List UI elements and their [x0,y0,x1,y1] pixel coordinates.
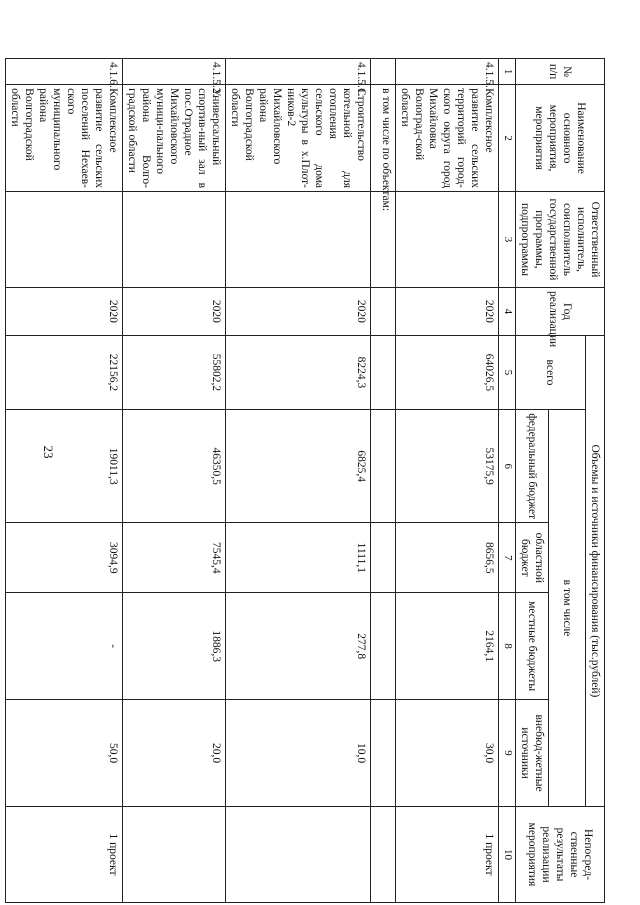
row-num: 4.1.5.2. [123,59,226,85]
col-number: 10 [499,806,515,902]
page-number: 23 [41,445,56,459]
row-federal: 53175,9 [396,410,499,523]
header-extra: внебюд-жетные источники [515,700,548,807]
header-year: Год реализации [515,287,604,335]
row-executor [6,192,123,288]
col-number: 2 [499,85,515,192]
row-num: 4.1.5.1. [226,59,371,85]
empty-cell [371,806,396,902]
row-extra: 20,0 [123,700,226,807]
header-financing-group: Объемы и источники финансирования (тыс.рублей) [585,335,604,806]
row-regional: 8656,5 [396,523,499,593]
row-executor [226,192,371,288]
empty-cell [371,59,396,85]
row-federal: 46350,5 [123,410,226,523]
row-local: - [6,593,123,700]
col-number: 7 [499,523,515,593]
row-regional: 3094,9 [6,523,123,593]
row-total: 8224,3 [226,335,371,409]
row-num: 4.1.5. [396,59,499,85]
row-extra: 30,0 [396,700,499,807]
header-result: Непосред-ственные результаты реализации мероприятия [515,806,604,902]
col-number: 6 [499,410,515,523]
row-local: 2164,1 [396,593,499,700]
row-local: 1886,3 [123,593,226,700]
row-year: 2020 [6,287,123,335]
rotated-table-container [9,58,605,903]
header-name: Наименование основного мероприятия, мероприятия [515,85,604,192]
header-regional: областной бюджет [515,523,548,593]
row-result [123,806,226,902]
empty-cell [371,410,396,523]
row-result: 1 проект [396,806,499,902]
empty-cell [371,523,396,593]
row-year: 2020 [226,287,371,335]
financing-table [5,58,605,903]
header-federal: федеральный бюджет [515,410,548,523]
header-total: всего [515,335,585,409]
col-number: 5 [499,335,515,409]
table-row [6,59,123,903]
row-total: 22156,2 [6,335,123,409]
row-result [226,806,371,902]
row-name: Универсальный спортив-ный зал в пос.Отрадное Михайловского муници-пального района Волго-градской области [123,85,226,192]
row-local: 277,8 [226,593,371,700]
table-row [226,59,371,903]
header-num: № п/п [515,59,604,85]
row-federal: 19011,3 [6,410,123,523]
header-subgroup: в том числе [548,410,585,807]
table-row [123,59,226,903]
row-extra: 50,0 [6,700,123,807]
col-number: 8 [499,593,515,700]
row-federal: 6825,4 [226,410,371,523]
col-number: 9 [499,700,515,807]
row-regional: 7545,4 [123,523,226,593]
row-name: Комплексное развитие сельских территорий город-ского округа город Михайловка Волоград-ской области [396,85,499,192]
table-row [371,59,396,903]
row-year: 2020 [396,287,499,335]
row-result: 1 проект [6,806,123,902]
row-num: 4.1.6. [6,59,123,85]
header-executor: Ответственный исполнитель, соисполнитель государственной программы, подпрограммы [515,192,604,288]
col-number: 1 [499,59,515,85]
row-executor [123,192,226,288]
row-label: в том числе по объектам: [371,85,396,192]
table-row [396,59,499,903]
empty-cell [371,335,396,409]
row-name: Комплексное развитие сельских поселений Нехаев-ского муниципального района Волгоградской области [6,85,123,192]
row-year: 2020 [123,287,226,335]
row-regional: 1111,1 [226,523,371,593]
row-total: 55802,2 [123,335,226,409]
col-number: 4 [499,287,515,335]
row-total: 64026,5 [396,335,499,409]
header-local: местные бюджеты [515,593,548,700]
col-number: 3 [499,192,515,288]
row-executor [396,192,499,288]
row-name: Строительство котельной для отопления сельского дома культуры в х.Плот-ников-2 Михайловского района Волгоградской области [226,85,371,192]
empty-cell [371,700,396,807]
empty-cell [371,593,396,700]
empty-cell [371,287,396,335]
row-extra: 10,0 [226,700,371,807]
